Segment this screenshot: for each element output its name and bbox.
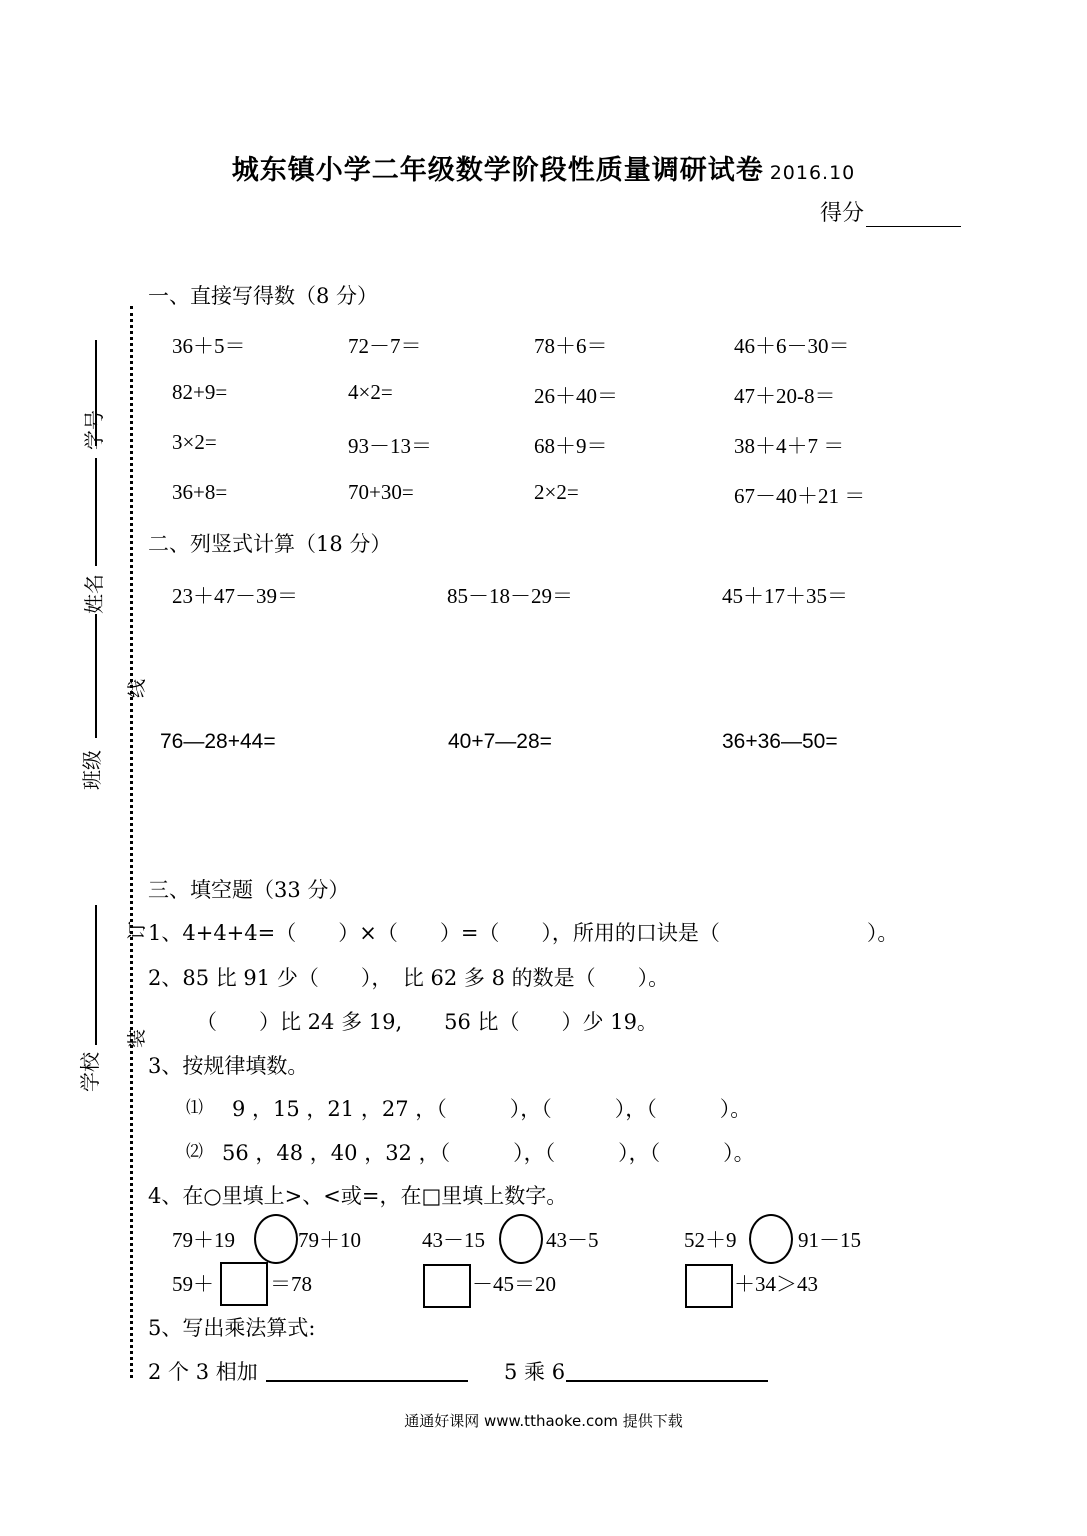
fill-after: ＝78 [270,1272,312,1296]
s1-problem: 2×2= [534,480,579,504]
name-blank[interactable] [95,458,97,566]
s1-problem: 47＋20-8＝ [734,384,836,408]
s1-problem: 68＋9＝ [534,434,608,458]
s2-problem: 36+36—50= [722,730,838,753]
s1-problem: 36＋5＝ [172,334,246,358]
q3b-label: ⑵ [186,1142,203,1162]
title-date: 2016.10 [769,162,856,184]
s1-problem: 46＋6－30＝ [734,334,850,358]
q3-text: 3、按规律填数。 [148,1054,309,1078]
s1-problem: 4×2= [348,380,393,404]
class-blank[interactable] [95,614,97,738]
page-title [0,148,1087,187]
compare-left: 79＋19 [172,1228,235,1252]
compare-right: 79＋10 [298,1228,361,1252]
q3b-text: 56 ，48 ，40 ，32 ，（ ），（ ），（ ）。 [222,1141,755,1165]
q4-text: 4、在○里填上>、<或=，在□里填上数字。 [148,1184,568,1208]
q2b-text: （ ）比 24 多 19, 56 比（ ）少 19。 [196,1010,658,1034]
q5-text: 5、写出乘法算式: [148,1316,316,1340]
compare-left: 43－15 [422,1228,485,1252]
s1-problem: 36+8= [172,480,228,504]
s2-problem: 40+7—28= [448,730,552,753]
q3a-label: ⑴ [186,1098,203,1118]
score-label: 得分 [820,201,865,226]
s1-problem: 72－7＝ [348,334,422,358]
section2-heading: 二、列竖式计算（18 分） [148,532,392,556]
name-label: 姓名 [82,574,106,614]
q5-answer-line[interactable] [566,1380,768,1382]
score-blank[interactable] [866,206,961,227]
s1-problem: 78＋6＝ [534,334,608,358]
q2a-text: 2、85 比 91 少（ ）， 比 62 多 8 的数是（ ）。 [148,966,670,990]
fill-box-blank[interactable] [220,1262,268,1306]
q5-item: 2 个 3 相加 [148,1360,258,1384]
section3-heading: 三、填空题（33 分） [148,878,350,902]
s2-problem: 76—28+44= [160,730,276,753]
fill-after: ＋34＞43 [734,1272,818,1296]
compare-circle-blank[interactable] [749,1214,793,1264]
score-field [820,196,961,227]
q1-text: 1、4+4+4=（ ）×（ ）=（ ），所用的口诀是（ ）。 [148,921,899,945]
compare-right: 43－5 [546,1228,599,1252]
q3a-text: 9 ，15 ，21 ，27 ，（ ），（ ），（ ）。 [232,1097,752,1121]
s1-problem: 67－40＋21 ＝ [734,484,866,508]
binding-zhuang-mark: 装 [126,1028,148,1048]
s2-problem: 45＋17＋35＝ [722,584,848,608]
s1-problem: 3×2= [172,430,217,454]
student-id-label: 学号 [82,410,106,450]
s1-problem: 82+9= [172,380,228,404]
footer-text: 通通好课网 www.tthaoke.com 提供下载 [404,1412,683,1430]
binding-dotted-line [130,306,133,1378]
compare-right: 91－15 [798,1228,861,1252]
s2-problem: 85－18－29＝ [447,584,573,608]
school-blank[interactable] [95,905,97,1045]
fill-box-blank[interactable] [423,1264,471,1308]
binding-line-mark: 线 [126,678,148,698]
s1-problem: 70+30= [348,480,414,504]
compare-circle-blank[interactable] [499,1214,543,1264]
compare-left: 52＋9 [684,1228,737,1252]
s1-problem: 38＋4＋7 ＝ [734,434,845,458]
school-label: 学校 [78,1052,102,1092]
binding-ding-mark: 订 [126,920,148,940]
title-text: 城东镇小学二年级数学阶段性质量调研试卷 [231,155,764,186]
compare-circle-blank[interactable] [254,1214,298,1264]
s2-problem: 23＋47－39＝ [172,584,298,608]
s1-problem: 93－13＝ [348,434,432,458]
section1-heading: 一、直接写得数（8 分） [148,284,379,308]
q5-answer-line[interactable] [266,1380,468,1382]
q5-item: 5 乘 6 [504,1360,566,1384]
fill-before: 59＋ [172,1272,214,1296]
fill-box-blank[interactable] [685,1264,733,1308]
class-label: 班级 [80,750,104,790]
s1-problem: 26＋40＝ [534,384,618,408]
fill-after: －45＝20 [472,1272,556,1296]
